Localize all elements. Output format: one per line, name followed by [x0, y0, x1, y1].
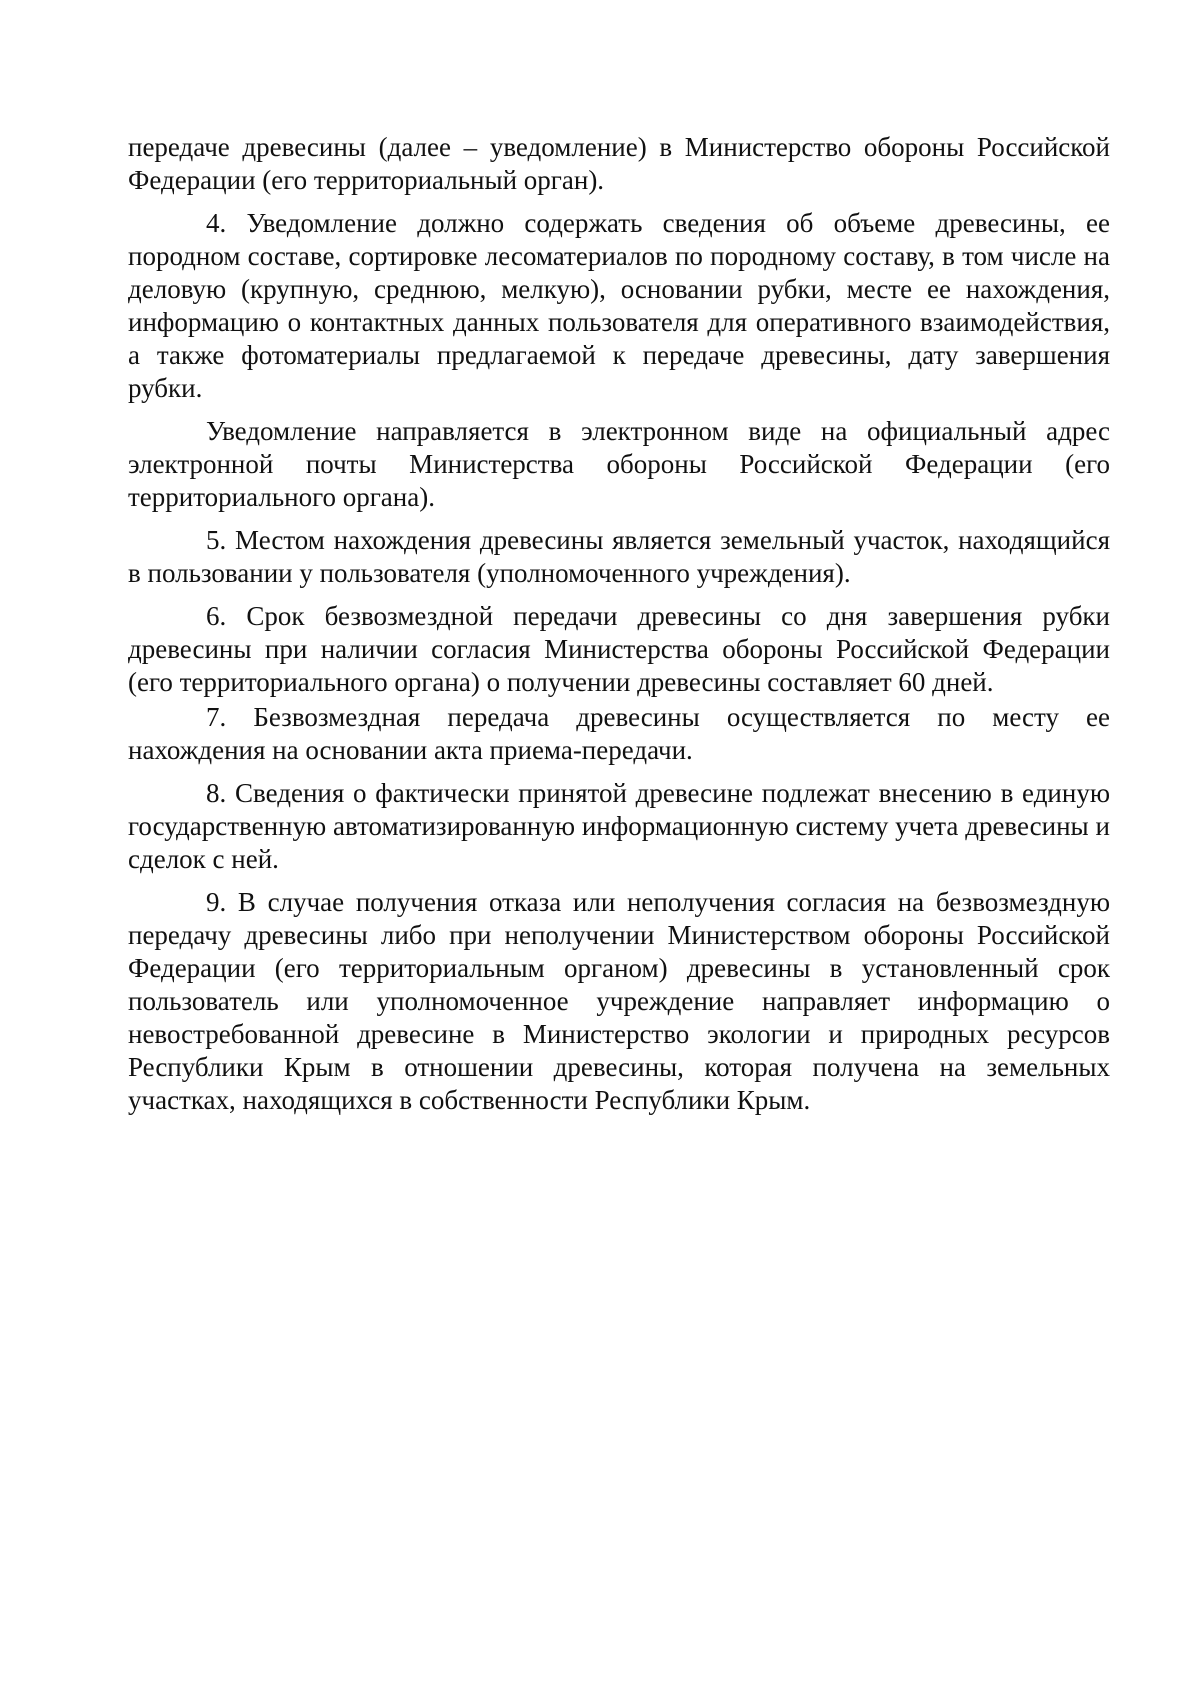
paragraph-notice-delivery: Уведомление направляется в электронном виде на официальный адрес электронной почты Министерства обороны Российской Федерации (его территориального органа).	[128, 416, 1110, 512]
paragraph-item-7: 7. Безвозмездная передача древесины осуществляется по месту ее нахождения на основании акта приема-передачи.	[128, 702, 1110, 765]
paragraph-item-9: 9. В случае получения отказа или неполучения согласия на безвозмездную передачу древесины либо при неполучении Министерством обороны Российской Федерации (его территориальным органом) древесины в установленный срок пользователь или уполномоченное учреждение направляет информацию о невостребованной древесине в Министерство экологии и природных ресурсов Республики Крым в отношении древесины, которая получена на земельных участках, находящихся в собственности Республики Крым.	[128, 887, 1110, 1115]
paragraph-continuation: передаче древесины (далее – уведомление) в Министерство обороны Российской Федерации (его территориальный орган).	[128, 132, 1110, 195]
paragraph-item-4: 4. Уведомление должно содержать сведения об объеме древесины, ее породном составе, сортировке лесоматериалов по породному составу, в том числе на деловую (крупную, среднюю, мелкую), основании рубки, месте ее нахождения, информацию о контактных данных пользователя для оперативного взаимодействия, а также фотоматериалы предлагаемой к передаче древесины, дату завершения рубки.	[128, 208, 1110, 403]
paragraph-item-6: 6. Срок безвозмездной передачи древесины со дня завершения рубки древесины при наличии согласия Министерства обороны Российской Федерации (его территориального органа) о получении древесины составляет 60 дней.	[128, 601, 1110, 697]
paragraph-item-8: 8. Сведения о фактически принятой древесине подлежат внесению в единую государственную автоматизированную информационную систему учета древесины и сделок с ней.	[128, 778, 1110, 874]
document-body	[128, 131, 1110, 1117]
paragraph-item-5: 5. Местом нахождения древесины является земельный участок, находящийся в пользовании у пользователя (уполномоченного учреждения).	[128, 525, 1110, 588]
